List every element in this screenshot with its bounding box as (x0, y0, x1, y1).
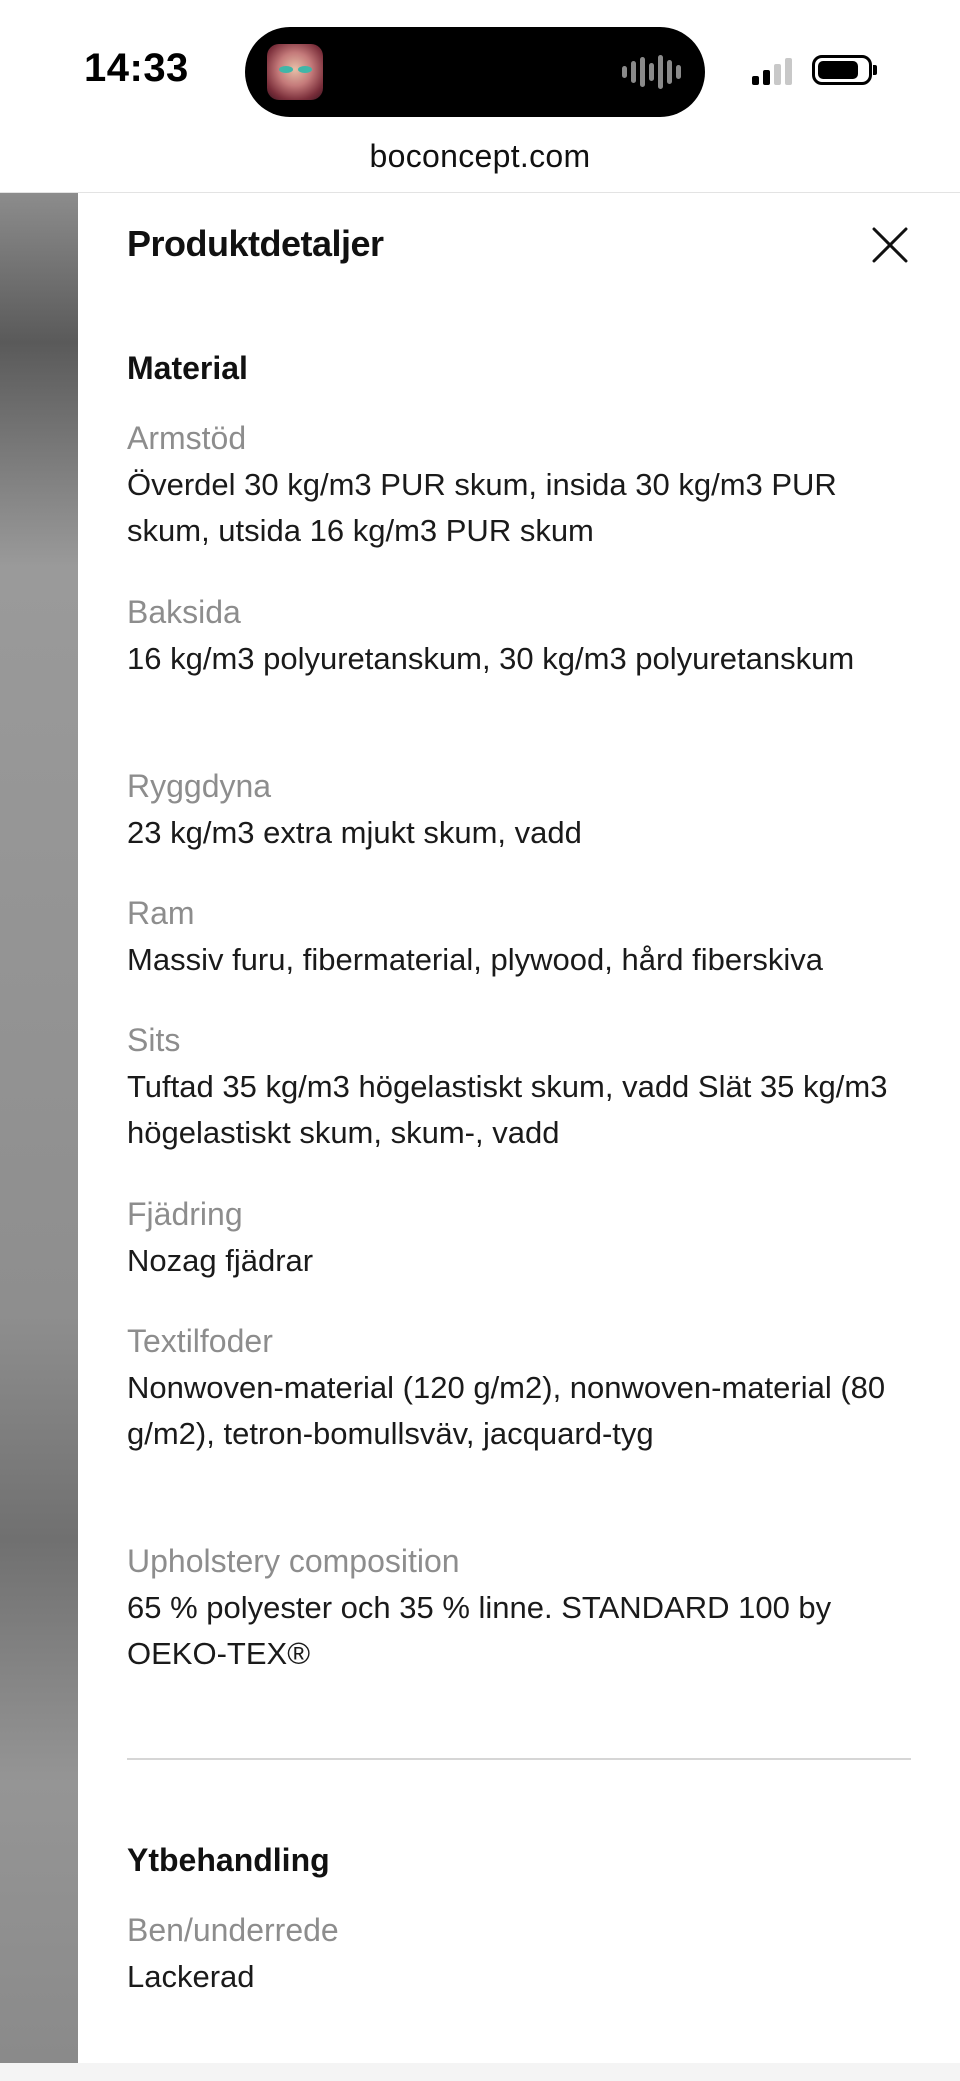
dynamic-island[interactable] (245, 27, 705, 117)
detail-value: 23 kg/m3 extra mjukt skum, vadd (127, 815, 582, 850)
detail-fjadring (127, 1194, 907, 1284)
product-details-panel (78, 193, 960, 2063)
detail-value: 16 kg/m3 polyuretanskum, 30 kg/m3 polyuretanskum (127, 641, 855, 676)
battery-icon (812, 55, 872, 85)
page-backdrop[interactable] (0, 193, 78, 2063)
detail-textilfoder (127, 1321, 907, 1457)
detail-ram (127, 893, 907, 983)
detail-label: Ryggdyna (127, 768, 272, 804)
detail-label: Fjädring (127, 1196, 243, 1232)
section-heading-ytbehandling: Ytbehandling (127, 1842, 330, 1878)
cellular-signal-icon (752, 57, 792, 85)
close-button[interactable] (868, 223, 912, 267)
section-heading-material: Material (127, 350, 248, 386)
detail-value: Massiv furu, fibermaterial, plywood, hård fiberskiva (127, 942, 824, 977)
detail-value: Lackerad (127, 1959, 255, 1994)
detail-label: Baksida (127, 594, 241, 630)
detail-label: Sits (127, 1022, 181, 1058)
status-bar (0, 0, 960, 140)
bottom-toolbar-edge (0, 2063, 960, 2081)
detail-label: Ben/underrede (127, 1912, 339, 1948)
detail-ryggdyna (127, 766, 907, 856)
close-icon (868, 223, 912, 267)
detail-upholstery-composition (127, 1541, 907, 1677)
section-divider (127, 1758, 911, 1760)
waveform-icon (622, 55, 681, 89)
detail-value: 65 % polyester och 35 % linne. STANDARD 100 by OEKO-TEX® (127, 1590, 832, 1671)
detail-value: Nonwoven-material (120 g/m2), nonwoven-material (80 g/m2), tetron-bomullsväv, jacquard-tyg (127, 1370, 886, 1451)
detail-label: Upholstery composition (127, 1543, 460, 1579)
panel-title: Produktdetaljer (127, 223, 384, 264)
detail-label: Armstöd (127, 420, 247, 456)
detail-armstod (127, 418, 907, 554)
url-bar[interactable]: boconcept.com (369, 138, 591, 174)
detail-value: Tuftad 35 kg/m3 högelastiskt skum, vadd Slät 35 kg/m3 högelastiskt skum, skum-, vadd (127, 1069, 888, 1150)
detail-ben-underrede (127, 1910, 907, 2000)
detail-sits (127, 1020, 907, 1156)
status-time: 14:33 (84, 46, 189, 90)
detail-label: Ram (127, 895, 195, 931)
app-avatar-icon (267, 44, 323, 100)
detail-value: Överdel 30 kg/m3 PUR skum, insida 30 kg/m3 PUR skum, utsida 16 kg/m3 PUR skum (127, 467, 837, 548)
detail-baksida (127, 592, 907, 682)
detail-value: Nozag fjädrar (127, 1243, 314, 1278)
detail-label: Textilfoder (127, 1323, 273, 1359)
